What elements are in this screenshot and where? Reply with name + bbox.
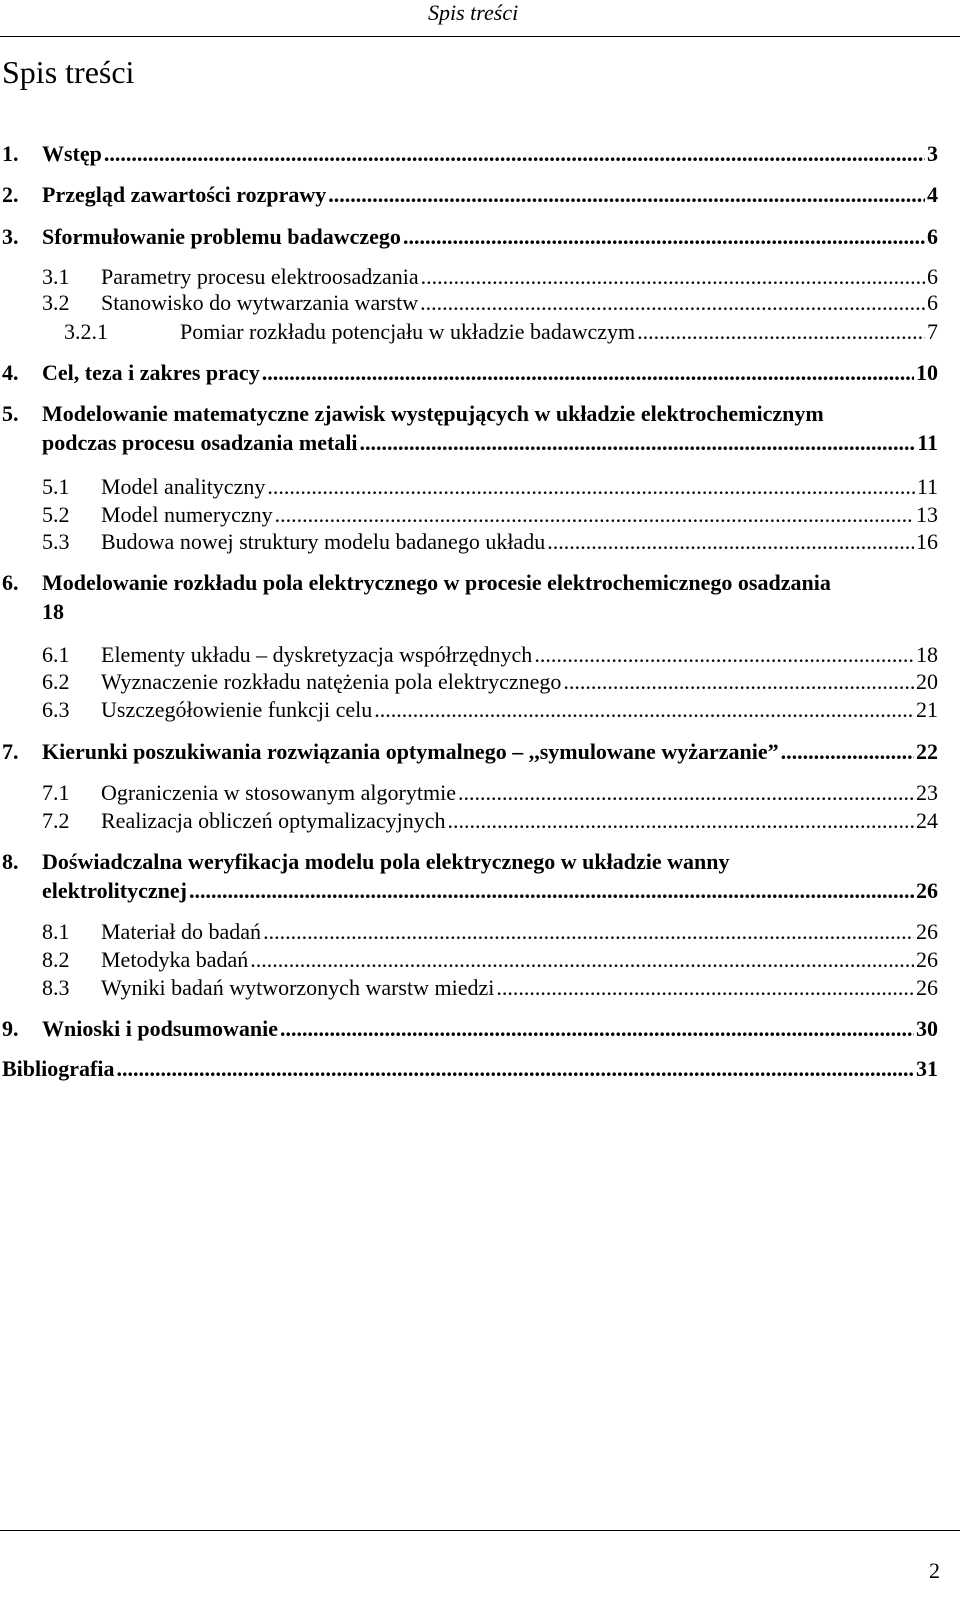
toc-leader-dots [458,778,914,808]
toc-entry-title: Wyniki badań wytworzonych warstw miedzi [101,975,495,1000]
toc-leader-dots [448,806,914,836]
toc-entry-first-line[interactable] [0,399,960,429]
toc-entry[interactable] [0,317,960,347]
toc-entry-number: 7. [2,739,19,764]
toc-entry[interactable] [0,500,960,530]
toc-entry-number: 9. [2,1016,19,1041]
toc-entry-title: Sformułowanie problemu badawczego [42,224,401,249]
toc-entry-title: Uszczegółowienie funkcji celu [101,697,373,722]
toc-leader-dots [781,737,914,767]
toc-entry-title: Cel, teza i zakres pracy [42,360,260,385]
toc-entry-number: 5. [2,401,19,426]
toc-entry-title-continued: elektrolitycznej [42,878,187,903]
toc-entry-number: 6.3 [42,697,70,722]
toc-entry-title: Model analityczny [101,474,266,499]
toc-entry-page: 6 [927,290,938,315]
page-number: 2 [929,1558,940,1583]
toc-entry-title: Wnioski i podsumowanie [42,1016,278,1041]
toc-entry-title: Przegląd zawartości rozprawy [42,182,327,207]
toc-entry-title: Kierunki poszukiwania rozwiązania optymalnego – ,,symulowane wyżarzanie” [42,739,779,764]
toc-entry[interactable] [0,358,960,388]
toc-entry-page: 26 [916,878,938,903]
toc-entry-title: Model numeryczny [101,502,273,527]
toc-entry-number: 4. [2,360,19,385]
toc-entry-number: 7.2 [42,808,70,833]
toc-entry-title: Materiał do badań [101,919,262,944]
toc-entry-continuation[interactable] [0,876,960,906]
toc-entry[interactable] [0,737,960,767]
toc-entry-title-continued: podczas procesu osadzania metali [42,430,358,455]
toc-leader-dots [547,527,914,557]
toc-leader-dots [275,500,914,530]
footer-rule [0,1530,960,1531]
toc-entry-page: 6 [927,224,938,249]
toc-entry-first-line[interactable] [0,568,960,598]
toc-entry-title: Pomiar rozkładu potencjału w układzie badawczym [180,319,636,344]
toc-leader-dots [328,180,925,210]
toc-entry-first-line[interactable] [0,847,960,877]
toc-leader-dots [420,288,925,318]
toc-leader-dots [263,917,914,947]
running-header-title: Spis treści [428,0,519,25]
toc-entry-title: Realizacja obliczeń optymalizacyjnych [101,808,446,833]
toc-entry-page: 31 [916,1056,938,1081]
toc-entry-number: 5.2 [42,502,70,527]
toc-leader-dots [563,667,914,697]
toc-entry-title: Doświadczalna weryfikacja modelu pola elektrycznego w układzie wanny [42,849,730,874]
toc-entry-title: Ograniczenia w stosowanym algorytmie [101,780,456,805]
toc-entry-page: 3 [927,141,938,166]
toc-entry-number: 3. [2,224,19,249]
toc-entry[interactable] [0,139,960,169]
toc-entry-number: 3.1 [42,264,70,289]
toc-entry-number: 6.2 [42,669,70,694]
toc-entry-title: Wstęp [42,141,102,166]
toc-entry[interactable] [0,695,960,725]
toc-entry-title: Elementy układu – dyskretyzacja współrzędnych [101,642,533,667]
toc-entry-page: 6 [927,264,938,289]
toc-entry-page: 30 [916,1016,938,1041]
toc-entry-title: Modelowanie rozkładu pola elektrycznego w procesie elektrochemicznego osadzania [42,570,831,595]
toc-entry-page: 11 [916,474,938,499]
toc-entry[interactable] [0,222,960,252]
toc-entry-number: 7.1 [42,780,70,805]
toc-entry-page: 11 [917,430,938,455]
toc-entry-number: 1. [2,141,19,166]
toc-entry-page: 26 [916,947,938,972]
toc-entry-page: 20 [916,669,938,694]
toc-entry[interactable] [0,527,960,557]
running-header [0,0,960,37]
toc-leader-dots [250,945,914,975]
toc-entry-title: Bibliografia [2,1056,115,1081]
toc-entry-page: 7 [927,319,938,344]
toc-entry-page: 13 [916,502,938,527]
toc-entry-page: 23 [916,780,938,805]
toc-entry-page: 10 [916,360,938,385]
toc-entry-page: 26 [916,975,938,1000]
toc-entry-page: 26 [916,919,938,944]
toc-entry-continuation[interactable] [0,428,960,458]
toc-entry-number: 2. [2,182,19,207]
toc-entry[interactable] [0,778,960,808]
toc-entry[interactable] [0,1054,960,1084]
toc-entry-page: 4 [927,182,938,207]
toc-entry-title: Stanowisko do wytwarzania warstw [101,290,419,315]
toc-leader-dots [116,1054,914,1084]
toc-entry[interactable] [0,945,960,975]
toc-entry-title: Modelowanie matematyczne zjawisk występujących w układzie elektrochemicznym [42,401,824,426]
toc-entry-number: 3.2.1 [64,319,108,344]
toc-entry[interactable] [0,667,960,697]
toc-entry[interactable] [0,973,960,1003]
toc-entry-page: 18 [916,642,938,667]
toc-entry-number: 5.3 [42,529,70,554]
toc-entry-page: 21 [916,697,938,722]
toc-entry-number: 8.2 [42,947,70,972]
toc-entry[interactable] [0,288,960,318]
page-title: Spis treści [2,54,135,90]
toc-leader-dots [189,876,914,906]
toc-entry[interactable] [0,472,960,502]
toc-leader-dots [534,640,914,670]
toc-entry-title-continued: 18 [42,599,64,624]
toc-entry-number: 5.1 [42,474,70,499]
toc-entry-title: Budowa nowej struktury modelu badanego układu [101,529,546,554]
toc-entry-number: 8.1 [42,919,70,944]
toc-entry-continuation[interactable] [0,597,960,627]
toc-entry-number: 3.2 [42,290,70,315]
toc-entry[interactable] [0,806,960,836]
toc-entry-title: Parametry procesu elektroosadzania [101,264,419,289]
toc-entry-page: 24 [916,808,938,833]
toc-entry-number: 6. [2,570,19,595]
toc-entry[interactable] [0,640,960,670]
toc-entry[interactable] [0,180,960,210]
toc-entry[interactable] [0,1014,960,1044]
toc-leader-dots [374,695,914,725]
toc-entry-page: 16 [916,529,938,554]
toc-entry[interactable] [0,917,960,947]
toc-entry-number: 6.1 [42,642,70,667]
toc-leader-dots [637,317,925,347]
toc-leader-dots [280,1014,914,1044]
toc-entry-title: Wyznaczenie rozkładu natężenia pola elektrycznego [101,669,562,694]
toc-leader-dots [360,428,916,458]
toc-entry-number: 8.3 [42,975,70,1000]
toc-leader-dots [496,973,914,1003]
toc-leader-dots [403,222,925,252]
toc-entry-page: 22 [916,739,938,764]
toc-entry-title: Metodyka badań [101,947,249,972]
toc-leader-dots [262,358,914,388]
toc-entry-number: 8. [2,849,19,874]
toc-leader-dots [267,472,914,502]
toc-leader-dots [104,139,925,169]
